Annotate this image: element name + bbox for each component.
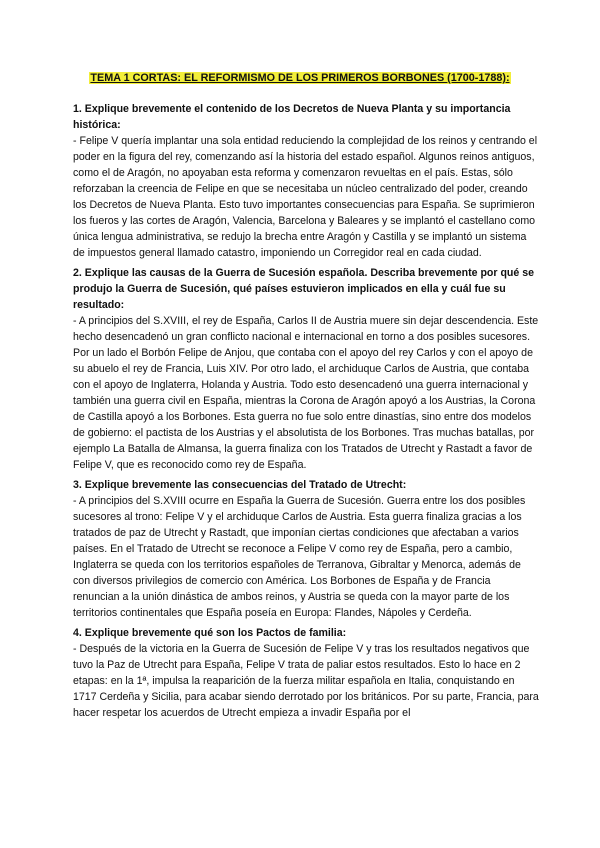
document-body: [73, 101, 539, 725]
question-heading: 1. Explique brevemente el contenido de los Decretos de Nueva Planta y su importancia histórica:: [73, 103, 511, 131]
answer-paragraph: - A principios del S.XVIII, el rey de España, Carlos II de Austria muere sin dejar descendencia. Este hecho desencadenó un gran conflicto nacional e internacional en torno a dos posibles sucesores. Por un lado el Borbón Felipe de Anjou, que contaba con el apoyo del rey Carlos y con el apoyo de su abuelo el rey de Francia, Luis XIV. Por otro lado, el archiduque Carlos de Austria, que contaba con el apoyo de Inglaterra, Holanda y Austria. Todo esto desencadenó una guerra internacional y también una guerra civil en España, mientras la Corona de Aragón apoyó a los Austrias, la Corona de Castilla apoyó a los Borbones. Esta guerra no fue solo entre dinastías, sino entre dos modelos de gobierno: el pactista de los Austrias y el absolutista de los Borbones. Tras muchas batallas, por ejemplo La Batalla de Almansa, la guerra finaliza con los Tratados de Utrecht y Rastadt a favor de Felipe V, que es reconocido como rey de España.: [73, 315, 539, 471]
question-heading: 2. Explique las causas de la Guerra de Sucesión española. Describa brevemente por qué se produjo la Guerra de Sucesión, qué países estuvieron implicados en ella y cuál fue su resultado:: [73, 267, 535, 311]
section-3: [73, 477, 539, 621]
document-title: TEMA 1 CORTAS: EL REFORMISMO DE LOS PRIMEROS BORBONES (1700-1788):: [90, 72, 510, 84]
answer-paragraph: - Después de la victoria en la Guerra de Sucesión de Felipe V y tras los resultados negativos que tuvo la Paz de Utrecht para España, Felipe V trata de paliar estos resultados. Esto lo hace en 2 etapas: en la 1ª, impulsa la reaparición de la fuerza militar española en Italia, conquistando en 1717 Cerdeña y Sicilia, para acabar siendo derrotado por los británicos. Por su parte, Francia, para hacer respetar los acuerdos de Utrecht empieza a invadir España por el: [73, 643, 539, 719]
question-heading: 4. Explique brevemente qué son los Pactos de familia:: [73, 627, 347, 639]
question-heading: 3. Explique brevemente las consecuencias del Tratado de Utrecht:: [73, 479, 407, 491]
section-1: [73, 101, 539, 261]
section-2: [73, 265, 539, 473]
answer-paragraph: - A principios del S.XVIII ocurre en España la Guerra de Sucesión. Guerra entre los dos posibles sucesores al trono: Felipe V y el archiduque Carlos de Austria. Esta guerra finaliza gracias a los tratados de paz de Utrecht y Rastadt, que imponían ciertas condiciones que afectaban a varios países. En el Tratado de Utrecht se reconoce a Felipe V como rey de España, pero a cambio, Inglaterra se queda con los territorios españoles de Terranova, Gibraltar y Menorca, además de con diversos privilegios de comercio con América. Los Borbones de España y de Francia renuncian a la unión dinástica de ambos reinos, y Austria se queda con la mayor parte de los territorios continentales que España poseía en Europa: Flandes, Nápoles y Cerdeña.: [73, 495, 526, 619]
answer-paragraph: - Felipe V quería implantar una sola entidad reduciendo la complejidad de los reinos y centrando el poder en la figura del rey, comenzando así la historia del estado español. Algunos reinos antiguos, como el de Aragón, no apoyaban esta reforma y comenzaron revueltas en el país. Estas, sólo reforzaban la creencia de Felipe en que se necesitaba un núcleo centralizado del poder, creando los Decretos de Nueva Planta. Esto tuvo importantes consecuencias para España. Se suprimieron los fueros y las cortes de Aragón, Valencia, Barcelona y Baleares y se implantó el castellano como única lengua administrativa, se redujo la brecha entre Aragón y Castilla y se implantó un sistema de impuestos general llamado catastro, imponiendo un Corregidor real en cada ciudad.: [73, 135, 538, 259]
section-4: [73, 625, 539, 721]
